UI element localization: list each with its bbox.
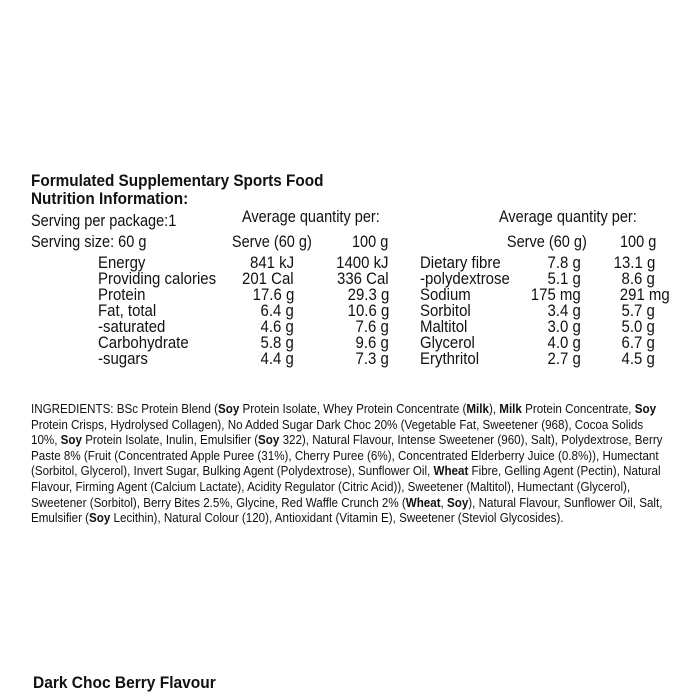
nutrient-serve-value: 175 mg <box>531 285 581 304</box>
allergen-highlight: Wheat <box>433 463 469 479</box>
per-100g-column-header-right: 100 g <box>619 233 656 251</box>
serve-column-header-left: Serve (60 g) <box>232 233 312 251</box>
nutrient-serve-value: 3.0 g <box>547 317 581 336</box>
average-quantity-header-right: Average quantity per: <box>499 208 637 226</box>
nutrient-serve-value: 3.4 g <box>547 301 581 320</box>
allergen-highlight: Soy <box>218 401 240 416</box>
nutrient-serve-value: 7.8 g <box>547 253 581 272</box>
nutrient-per100-value: 7.3 g <box>355 349 389 368</box>
nutrient-per100-value: 9.6 g <box>355 333 389 352</box>
nutrient-per100-value: 4.5 g <box>621 349 655 368</box>
nutrient-serve-value: 4.6 g <box>260 317 294 336</box>
ingredients-text: , <box>440 494 448 510</box>
ingredients-text: Protein Isolate, Inulin, Emulsifier ( <box>81 432 259 448</box>
flavour-label: Dark Choc Berry Flavour <box>33 674 216 692</box>
nutrient-per100-value: 5.0 g <box>621 317 655 336</box>
allergen-highlight: Soy <box>258 432 280 448</box>
nutrient-per100-value: 8.6 g <box>621 269 655 288</box>
nutrient-name: Maltitol <box>420 317 468 336</box>
nutrient-serve-value: 6.4 g <box>260 301 294 320</box>
allergen-highlight: Soy <box>634 401 657 416</box>
ingredients-text: ), <box>488 401 500 416</box>
nutrient-per100-value: 10.6 g <box>347 301 389 320</box>
nutrient-per100-value: 13.1 g <box>613 253 655 272</box>
nutrient-name: Protein <box>98 285 146 304</box>
nutrient-name: Erythritol <box>420 349 480 368</box>
nutrient-per100-value: 29.3 g <box>347 285 389 304</box>
serving-size: Serving size: 60 g <box>31 233 147 251</box>
serving-per-package: Serving per package:1 <box>31 212 177 230</box>
nutrient-name: Fat, total <box>98 301 157 320</box>
ingredients-statement <box>31 401 665 526</box>
nutrient-serve-value: 5.1 g <box>547 269 581 288</box>
nutrition-information-heading: Nutrition Information: <box>31 189 189 208</box>
per-100g-column-header-left: 100 g <box>351 233 388 251</box>
nutrient-serve-value: 4.4 g <box>260 349 294 368</box>
ingredients-text: Fibre, Gelling Agent (Pectin), Natural Flavour, Firming Agent (Calcium Lactate), Acidity Regulator (Citric Acid)), Sweetener (Maltitol), Humectant (Glycerol), Sweetener (Sorbitol), Berry Bites 2.5%, Glycine, Red Waffle Crunch 2% ( <box>31 463 661 510</box>
nutrient-name: Providing calories <box>98 269 217 288</box>
nutrient-serve-value: 841 kJ <box>249 253 294 272</box>
nutrient-name: -sugars <box>98 349 148 368</box>
nutrient-per100-value: 7.6 g <box>355 317 389 336</box>
allergen-highlight: Soy <box>89 510 111 526</box>
nutrient-serve-value: 5.8 g <box>260 333 294 352</box>
nutrient-serve-value: 2.7 g <box>547 349 581 368</box>
ingredients-text: Protein Isolate, Whey Protein Concentrate ( <box>239 401 467 416</box>
nutrient-per100-value: 1400 kJ <box>336 253 389 272</box>
nutrient-serve-value: 201 Cal <box>242 269 294 288</box>
nutrient-per100-value: 291 mg <box>620 285 670 304</box>
allergen-highlight: Milk <box>466 401 489 416</box>
ingredients-text: ), Natural Flavour, Sunflower Oil, Salt, Emulsifier ( <box>31 494 663 526</box>
nutrient-name: Dietary fibre <box>420 253 501 272</box>
nutrient-name: Carbohydrate <box>98 333 189 352</box>
ingredients-text: Protein Crisps, Hydrolysed Collagen), No Added Sugar Dark Choc 20% (Vegetable Fat, Sweetener (968), Cocoa Solids 10%, <box>31 416 644 448</box>
serve-column-header-right: Serve (60 g) <box>507 233 587 251</box>
nutrient-name: -polydextrose <box>420 269 510 288</box>
ingredients-text: Lecithin), Natural Colour (120), Antioxidant (Vitamin E), Sweetener (Steviol Glycosides). <box>110 510 564 526</box>
nutrient-per100-value: 5.7 g <box>621 301 655 320</box>
product-type-title: Formulated Supplementary Sports Food <box>31 171 324 190</box>
ingredients-text: Protein Concentrate, <box>521 401 635 416</box>
nutrient-name: Energy <box>98 253 146 272</box>
nutrient-name: Sorbitol <box>420 301 471 320</box>
nutrient-per100-value: 6.7 g <box>621 333 655 352</box>
nutrient-serve-value: 17.6 g <box>252 285 294 304</box>
allergen-highlight: Wheat <box>405 494 441 510</box>
nutrient-per100-value: 336 Cal <box>337 269 389 288</box>
average-quantity-header-left: Average quantity per: <box>242 208 380 226</box>
nutrient-name: Sodium <box>420 285 471 304</box>
nutrient-name: Glycerol <box>420 333 475 352</box>
allergen-highlight: Soy <box>60 432 82 448</box>
nutrient-name: -saturated <box>98 317 166 336</box>
allergen-highlight: Soy <box>447 494 469 510</box>
ingredients-text: INGREDIENTS: BSc Protein Blend ( <box>31 401 219 416</box>
ingredients-text: 322), Natural Flavour, Intense Sweetener (960), Salt), Polydextrose, Berry Paste 8% (Fruit (Concentrated Apple Puree (31%), Cherry Puree (6%), Concentrated Elderberry Juice (0.8%)), Humectant (Sorbitol, Glycerol), Invert Sugar, Bulking Agent (Polydextrose), Sunflower Oil, <box>31 432 663 479</box>
nutrient-serve-value: 4.0 g <box>547 333 581 352</box>
allergen-highlight: Milk <box>499 401 522 416</box>
